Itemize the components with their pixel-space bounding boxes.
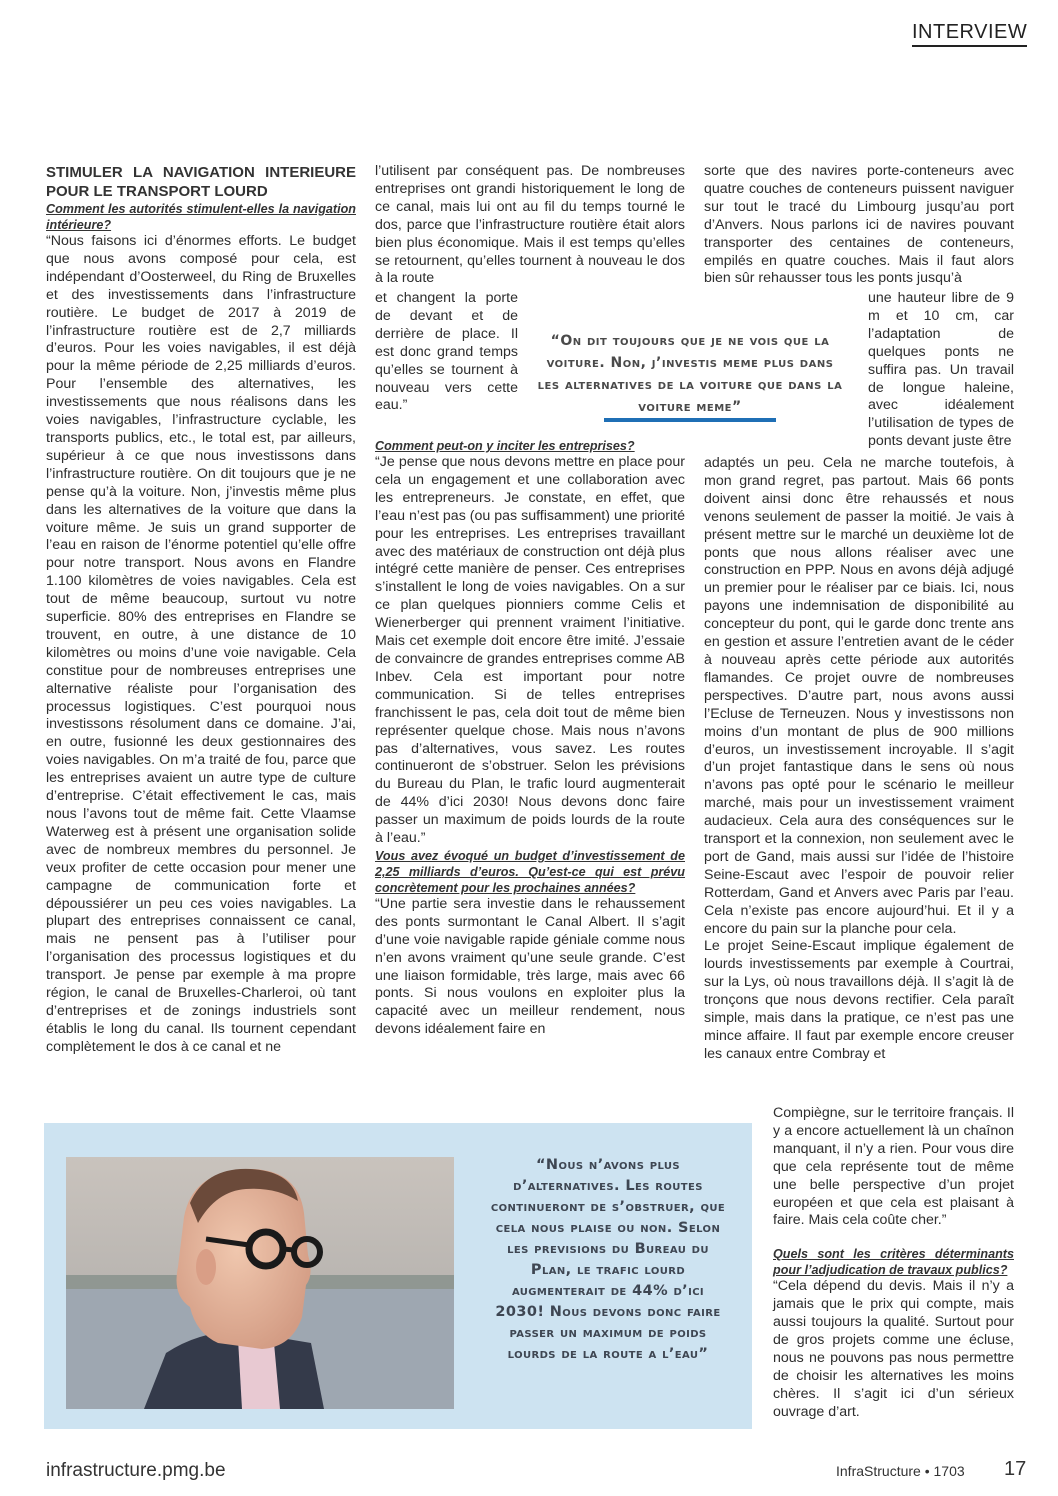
answer-1: “Nous faisons ici d’énormes efforts. Le budget que nous avons composé pour cela, est indépendant d’Oosterweel, du Ring de Bruxelles et des investissements dans l’infrastructure routière. Le budget de 2017 à 2019 de l’infrastructure routière est de 2,7 milliards d’euros. Pour les voies navigables, il est déjà pour la même période de 2,25 milliards d’euros. Pour l’ensemble des alternatives, les investissements que nous réalisons dans les voies navigables, l’infrastructure cyclable, les transports publics, etc., le total est, par ailleurs, supérieur à ce que nous investissons dans l’infrastructure routière. On dit toujours que je ne pense qu’à la voiture. Non, j’investis même plus dans les alternatives de la voiture que dans la voiture même. Je suis un grand supporter de l’eau en raison de l’énorme potentiel qu’elle offre pour notre transport. Nous avons en Flandre 1.100 kilomètres de voies navigables. Cela est tout de même beaucoup, surtout vu notre superficie. 80% des entreprises en Flandre se trouvent, en outre, à une distance de 10 kilomètres ou moins d’une voie navigable. Cela constitue pour de nombreuses entreprises une alternative réaliste pour l’organisation des processus logistiques. C’est pourquoi nous investissons résolument dans ce domaine. J’ai, en outre, fusionné les deux gestionnaires des voies navigables. On m’a traité de fou, parce que les entreprises avaient un autre type de culture d’entreprise. C’était effectivement le cas, mais nous l’avons tout de même fait. Cette Vlaamse Waterweg est à présent une organisation solide avec de nombreux membres du personnel. Je veux profiter de cette occasion pour mener une campagne de communication forte et dépoussiérer un peu ces voies navigables. La plupart des entreprises connaissent ce canal, mais ne pensent pas à l’utiliser pour l’organisation des processus logistiques et du transport. Je pense par exemple à ma propre région, le canal de Bruxelles-Charleroi, où tant d’entreprises et de zonings industriels sont établis le long du canal. Ils tournent cependant complètement le dos à ce canal et ne [46, 233, 356, 1055]
pull-quote-2: “Nous n’avons plus d’alternatives. Les routes continueront de s’obstruer, que cela nous plaise ou non. Selon les previsions du Bureau du Plan, le trafic lourd augmenterait de 44% d’ici 2030! Nous devons donc faire passer un maximum de poids lourds de la route a l’eau” [490, 1157, 726, 1362]
column-2-wrap [375, 290, 518, 415]
answer-3: “Une partie sera investie dans le rehaussement des ponts surmontant le Canal Albert. Il s’agit d’une voie navigable rapide géniale comme nous n’en avons vraiment qu’une seule grande. C’est une liaison formidable, très large, mais avec 66 ponts. Si nous voulons en exploiter plus la capacité avec un meilleur rendement, nous devons idéalement faire en [375, 895, 685, 1038]
answer-3-body: adaptés un peu. Cela ne marche toutefois, à mon grand regret, pas partout. Mais 66 ponts doivent ainsi donc être rehaussés et nous venons seulement de passer la moitié. Je vais à présent mettre sur le marché un deuxième lot de ponts que nous allons réaliser avec une construction en PPP. Nous en avons déjà adjugé un premier pour le réaliser par ce biais. Ici, nous payons une indemnisation de disponibilité au concepteur du pont, qui le garde donc trente ans en gestion et assure l’entretien avant de le céder à nouveau après cette période aux autorités flamandes. Ce projet ouvre de nombreuses perspectives. D’autre part, nous avons aussi l’Ecluse de Terneuzen. Nous y investissons non moins d’un montant de plus de 900 millions d’euros, un investissement incroyable. Il s’agit d’un projet fantastique dans le sens où nous n’avons pas opté pour le scénario le meilleur marché, mais pour un investissement vraiment audacieux. Cela aura des conséquences sur le transport et la connexion, non seulement avec le port de Gand, mais aussi sur l’idée de l’histoire Seine-Escaut avec l’espoir de pouvoir relier Rotterdam, Gand et Anvers avec Paris par l’eau. Cela n’existe pas encore aujourd’hui. Et il y a encore du pain sur la planche pour cela. [704, 455, 1014, 937]
section-label: INTERVIEW [912, 20, 1027, 47]
column-2-bottom [375, 438, 685, 1039]
answer-3-body-2: Le projet Seine-Escaut implique également de lourds investissements par exemple à Courtrai, sur la Lys, où nous travaillons déjà. Il s’agit là de tronçons que nous devons rectifier. Cela paraît simple, mais dans la pratique, ce n’est pas une mince affaire. Il faut par exemple encore creuser les canaux entre Combray et [704, 938, 1014, 1062]
answer-4: “Cela dépend du devis. Mais il n’y a jamais que le prix qui compte, mais aussi toujours la qualité. Surtout pour de gros projets comme une écluse, nous ne pouvons pas nous permettre de choisir les alternatives les moins chères. Il s’agit ici d’un sérieux ouvrage d’art. [773, 1278, 1014, 1420]
column-3-mid [704, 455, 1014, 1064]
pull-quote-1: “On dit toujours que je ne vois que la voiture. Non, j’investis meme plus dans les alternatives de la voiture que dans la voiture meme” [537, 333, 843, 415]
portrait-illustration [66, 1157, 454, 1409]
question-2: Comment peut-on y inciter les entreprises? [375, 439, 635, 453]
portrait-photo [66, 1157, 454, 1409]
page-number: 17 [1004, 1458, 1027, 1480]
column-2-top [375, 163, 685, 288]
column-1 [46, 163, 356, 1057]
answer-3-wrap: une hauteur libre de 9 m et 10 cm, car l’adaptation de quelques ponts ne suffira pas. Un travail de longue haleine, avec idéalement l’utilisation de types de ponts devant juste être [868, 290, 1014, 450]
answer-3-end: Compiègne, sur le territoire français. Il y a encore actuellement là un chaînon manquant, il n’y a rien. Pour vous dire que cela représente tout de même une belle perspective d’un projet européen et que cela est plaisant à faire. Mais cela coûte cher.” [773, 1105, 1014, 1229]
section-heading: STIMULER LA NAVIGATION INTERIEURE POUR LE TRANSPORT LOURD [46, 164, 356, 200]
question-3: Vous avez évoqué un budget d’investissement de 2,25 milliards d’euros. Qu’est-ce qui est prévu concrètement pour les prochaines années? [375, 848, 685, 895]
answer-1-end: et changent la porte de devant et de derrière de place. Il est donc grand temps qu’elles se tournent à nouveau vers cette eau.” [375, 290, 518, 414]
answer-2: “Je pense que nous devons mettre en place pour cela un engagement et une collaboration avec les entrepreneurs. Je constate, en effet, que l’eau n’est pas (ou pas suffisamment) une priorité pour les entreprises. Les entreprises travaillant avec des matériaux de construction ont déjà plus intégré cette manière de penser. Ces entreprises s’installent le long de voies navigables. On a sur ce plan quelques pionniers comme Celis et Wienerberger qui prennent vraiment l’initiative. Mais cet exemple doit encore être imité. J’essaie de convaincre de grandes entreprises comme AB Inbev. Cela est important pour notre communication. Si de telles entreprises franchissent le pas, cela doit tout de même bien représenter quelque chose. Mais nous n’avons pas d’alternatives, vous savez. Les routes continueront de s’obstruer. Selon les prévisions du Bureau du Plan, le trafic lourd augmenterait de 44% d’ici 2030! Nous devons donc faire passer un maximum de poids lourds de la route à l’eau.” [375, 454, 685, 847]
footer-magazine-issue: InfraStructure • 1703 [836, 1463, 965, 1479]
column-3-wrap [868, 290, 1014, 451]
answer-1-continued: l’utilisent par conséquent pas. De nombreuses entreprises ont grandi historiquement le long de ce canal, mais lui ont au fil du temps tourné le dos, parce que l’infrastructure routière était alors bien plus économique. Mais il est temps qu’elles se retournent, qu’elles tournent à nouveau le dos à la route [375, 163, 685, 287]
answer-3-continued: sorte que des navires porte-conteneurs avec quatre couches de conteneurs puissent naviguer sur tout le tracé du Limbourg jusqu’au port d’Anvers. Nous parlons ici de navires pouvant transporter des centaines de conteneurs, empilés en quatre couches. Mais il faut alors bien sûr rehausser tous les ponts jusqu’à [704, 163, 1014, 287]
pull-quote-accent-bar [604, 418, 776, 422]
column-3-bottom [773, 1105, 1014, 1422]
footer-website-link[interactable]: infrastructure.pmg.be [46, 1460, 226, 1481]
question-4: Quels sont les critères déterminants pour l’adjudication de travaux publics? [773, 1247, 1014, 1278]
column-3-top [704, 163, 1014, 288]
question-1: Comment les autorités stimulent-elles la navigation intérieure? [46, 202, 356, 232]
